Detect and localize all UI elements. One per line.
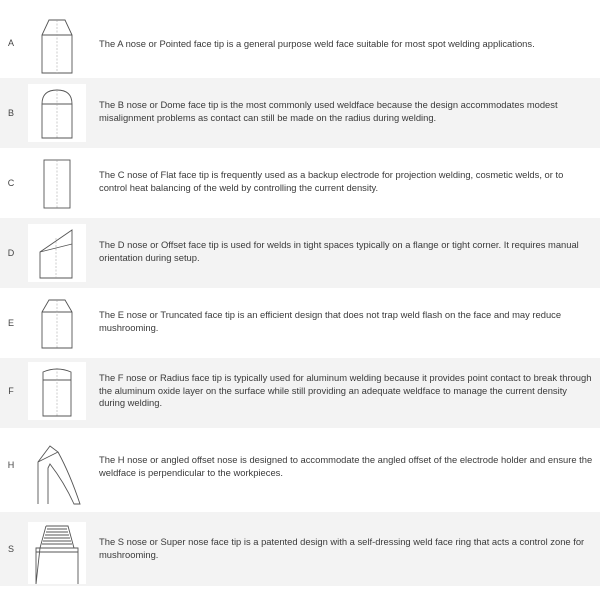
pointed-tip-icon xyxy=(28,13,86,75)
row-letter: B xyxy=(7,108,14,118)
tip-row-e xyxy=(0,288,600,358)
tip-description: The A nose or Pointed face tip is a general purpose weld face suitable for most spot welding applications. xyxy=(99,38,535,49)
angled-offset-tip-icon xyxy=(28,434,86,506)
tip-row-b xyxy=(0,78,600,148)
truncated-tip-icon xyxy=(28,294,86,352)
tip-row-s xyxy=(0,512,600,586)
tip-row-d xyxy=(0,218,600,288)
tip-description: The S nose or Super nose face tip is a patented design with a self-dressing weld face ring that acts a control zone for mushrooming. xyxy=(99,536,585,560)
tip-description: The E nose or Truncated face tip is an efficient design that does not trap weld flash on the face and may reduce mushrooming. xyxy=(99,309,562,333)
dome-tip-icon xyxy=(28,84,86,142)
row-letter: D xyxy=(7,248,15,258)
tip-description: The H nose or angled offset nose is designed to accommodate the angled offset of the electrode holder and ensure the weldface is perpendicular to the workpieces. xyxy=(99,454,593,478)
flat-tip-icon xyxy=(28,154,86,212)
tip-description: The B nose or Dome face tip is the most commonly used weldface because the design accommodates modest misalignment problems as contact can still be made on the radius during welding. xyxy=(99,99,558,123)
tip-row-f xyxy=(0,358,600,428)
tip-description: The F nose or Radius face tip is typically used for aluminum welding because it provides point contact to break through the aluminum oxide layer on the surface while still providing an adequate weldface to manage the current density during welding. xyxy=(99,372,592,409)
row-letter: E xyxy=(7,318,14,328)
row-letter: F xyxy=(8,386,14,396)
tip-row-a xyxy=(0,8,600,78)
row-letter: H xyxy=(7,460,15,470)
tip-row-h xyxy=(0,428,600,512)
row-letter: C xyxy=(7,178,15,188)
offset-tip-icon xyxy=(28,224,86,282)
tip-description: The C nose of Flat face tip is frequently used as a backup electrode for projection welding, cosmetic welds, or to control heat balancing of the weld by controlling the current density. xyxy=(99,169,564,193)
tip-row-c xyxy=(0,148,600,218)
row-letter: A xyxy=(7,38,14,48)
super-nose-tip-icon xyxy=(28,522,86,584)
radius-tip-icon xyxy=(28,362,86,420)
tip-description: The D nose or Offset face tip is used for welds in tight spaces typically on a flange or tight corner. It requires manual orientation during setup. xyxy=(99,239,579,263)
row-letter: S xyxy=(7,544,14,554)
